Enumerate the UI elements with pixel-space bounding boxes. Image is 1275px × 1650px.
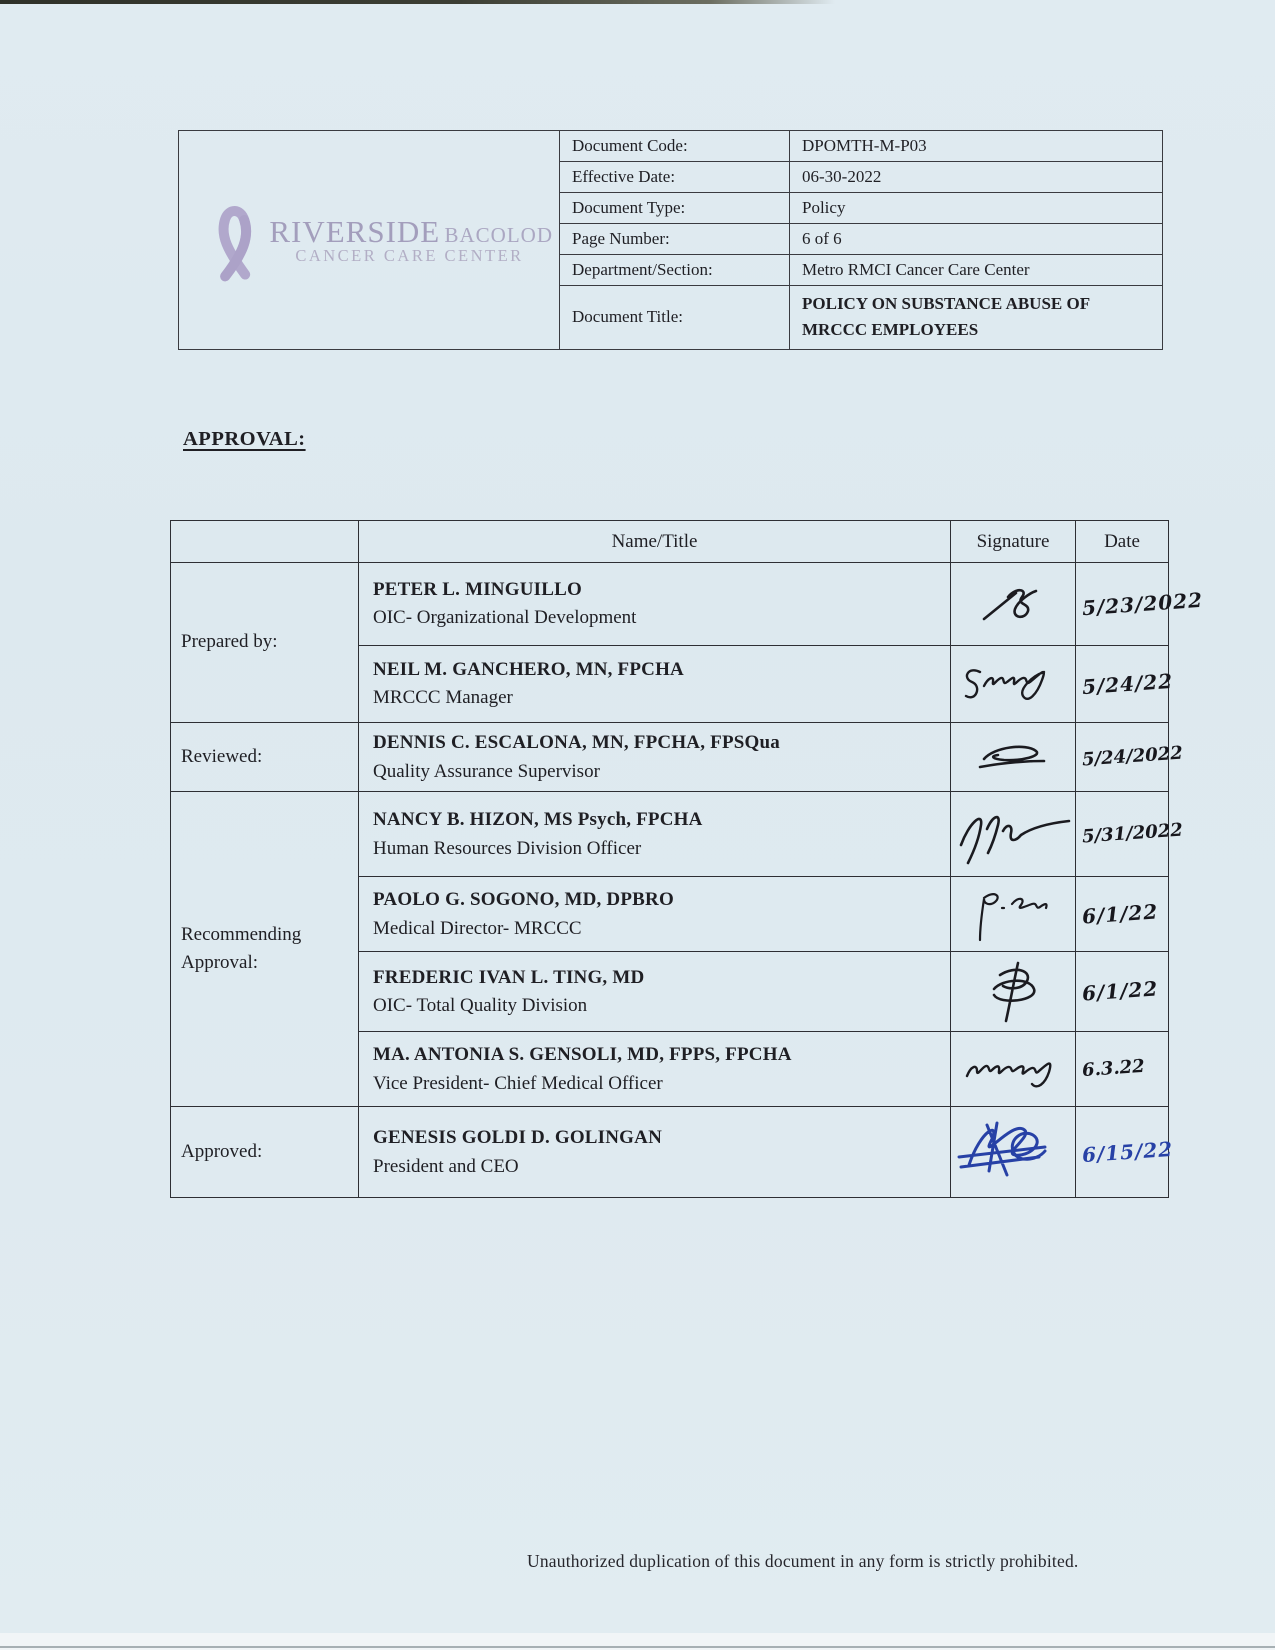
date-cell — [1076, 723, 1184, 792]
approver-name: NEIL M. GANCHERO, MN, FPCHA — [373, 658, 684, 680]
doc-info-value: Metro RMCI Cancer Care Center — [790, 255, 1163, 286]
doc-info-title-value: POLICY ON SUBSTANCE ABUSE OF MRCCC EMPLOYEES — [790, 286, 1163, 350]
date-cell — [1076, 1032, 1169, 1107]
name-title-cell — [359, 952, 951, 1032]
approver-name: FREDERIC IVAN L. TING, MD — [373, 966, 645, 988]
name-title-cell — [359, 723, 951, 792]
role-header-cell — [171, 521, 359, 563]
approver-title: Medical Director- MRCCC — [373, 917, 582, 939]
signature-cell — [951, 1107, 1076, 1198]
approver-name: PETER L. MINGUILLO — [373, 578, 582, 600]
document-info-table — [178, 130, 1163, 350]
signature-image — [974, 739, 1052, 775]
date-cell — [1076, 563, 1204, 646]
approval-table — [170, 520, 1204, 1198]
date-cell — [1076, 1107, 1174, 1198]
signature-image — [978, 581, 1048, 627]
role-cell-reviewed: Reviewed: — [171, 723, 359, 792]
doc-info-label: Page Number: — [560, 224, 790, 255]
logo-org-subtitle: CANCER CARE CENTER — [295, 245, 524, 265]
approver-title: Quality Assurance Supervisor — [373, 760, 600, 782]
signature-cell — [951, 563, 1076, 646]
approver-title: Vice President- Chief Medical Officer — [373, 1072, 663, 1094]
doc-info-label: Effective Date: — [560, 162, 790, 193]
signature-image — [959, 1044, 1067, 1094]
approver-title: President and CEO — [373, 1155, 519, 1177]
name-title-cell — [359, 563, 951, 646]
table-row — [171, 792, 1169, 877]
handwritten-date: 5/31/2022 — [1081, 819, 1184, 848]
name-title-cell — [359, 646, 951, 723]
logo-org-city: BACOLOD — [444, 222, 553, 247]
doc-info-label: Document Title: — [560, 286, 790, 350]
scan-top-edge — [0, 0, 835, 4]
approver-title: OIC- Total Quality Division — [373, 995, 588, 1017]
logo-cell — [179, 131, 560, 350]
signature-cell — [951, 723, 1076, 792]
footer-confidentiality-note: Unauthorized duplication of this document in any form is strictly prohibited. — [527, 1551, 1079, 1571]
signature-image — [968, 884, 1058, 944]
handwritten-date: 5/24/22 — [1081, 668, 1174, 699]
role-cell-recommending-approval: Recommending Approval: — [171, 792, 359, 1107]
date-cell — [1076, 952, 1169, 1032]
handwritten-date: 6/15/22 — [1081, 1136, 1174, 1167]
doc-info-value: DPOMTH-M-P03 — [790, 131, 1163, 162]
name-title-cell — [359, 877, 951, 952]
doc-info-value: 06-30-2022 — [790, 162, 1163, 193]
doc-info-label: Document Code: — [560, 131, 790, 162]
role-cell-approved: Approved: — [171, 1107, 359, 1198]
doc-info-value: Policy — [790, 193, 1163, 224]
signature-cell — [951, 1032, 1076, 1107]
signature-header: Signature — [951, 521, 1076, 563]
handwritten-date: 6/1/22 — [1081, 898, 1160, 929]
approver-title: Human Resources Division Officer — [373, 837, 642, 859]
logo-name-line — [269, 213, 553, 249]
approver-title: OIC- Organizational Development — [373, 607, 637, 629]
handwritten-date: 6/1/22 — [1081, 976, 1160, 1006]
name-title-cell — [359, 1032, 951, 1107]
signature-image — [953, 801, 1073, 867]
approver-title: MRCCC Manager — [373, 687, 513, 709]
table-row — [179, 131, 1163, 162]
name-title-cell — [359, 1107, 951, 1198]
approver-name: DENNIS C. ESCALONA, MN, FPCHA, FPSQua — [373, 732, 780, 753]
awareness-ribbon-icon — [207, 194, 263, 286]
approver-name: NANCY B. HIZON, MS Psych, FPCHA — [373, 809, 703, 831]
signature-cell — [951, 952, 1076, 1032]
date-header: Date — [1076, 521, 1169, 563]
logo-text — [269, 213, 553, 265]
table-row — [171, 563, 1169, 646]
signature-cell — [951, 877, 1076, 952]
signature-image — [960, 658, 1066, 710]
table-row — [171, 1107, 1169, 1198]
section-heading-approval: APPROVAL: — [183, 428, 306, 450]
approver-name: GENESIS GOLDI D. GOLINGAN — [373, 1127, 663, 1149]
date-cell — [1076, 877, 1169, 952]
signature-cell — [951, 792, 1076, 877]
signature-image — [953, 1113, 1073, 1197]
role-cell-prepared-by: Prepared by: — [171, 563, 359, 723]
name-title-cell — [359, 792, 951, 877]
logo-org-name: RIVERSIDE — [269, 213, 441, 249]
signature-cell — [951, 646, 1076, 723]
handwritten-date: 6.3.22 — [1081, 1055, 1146, 1082]
table-header-row — [171, 521, 1169, 563]
approver-name: PAOLO G. SOGONO, MD, DPBRO — [373, 889, 674, 911]
approver-name: MA. ANTONIA S. GENSOLI, MD, FPPS, FPCHA — [373, 1044, 792, 1066]
date-cell — [1076, 792, 1184, 877]
name-title-header: Name/Title — [359, 521, 951, 563]
handwritten-date: 5/24/2022 — [1081, 742, 1184, 771]
table-row — [171, 723, 1169, 792]
doc-info-label: Department/Section: — [560, 255, 790, 286]
org-logo — [179, 184, 559, 296]
handwritten-date: 5/23/2022 — [1081, 587, 1204, 620]
date-cell — [1076, 646, 1174, 723]
signature-image — [978, 959, 1048, 1025]
scan-bottom-line — [0, 1646, 1275, 1648]
doc-info-value: 6 of 6 — [790, 224, 1163, 255]
doc-info-label: Document Type: — [560, 193, 790, 224]
